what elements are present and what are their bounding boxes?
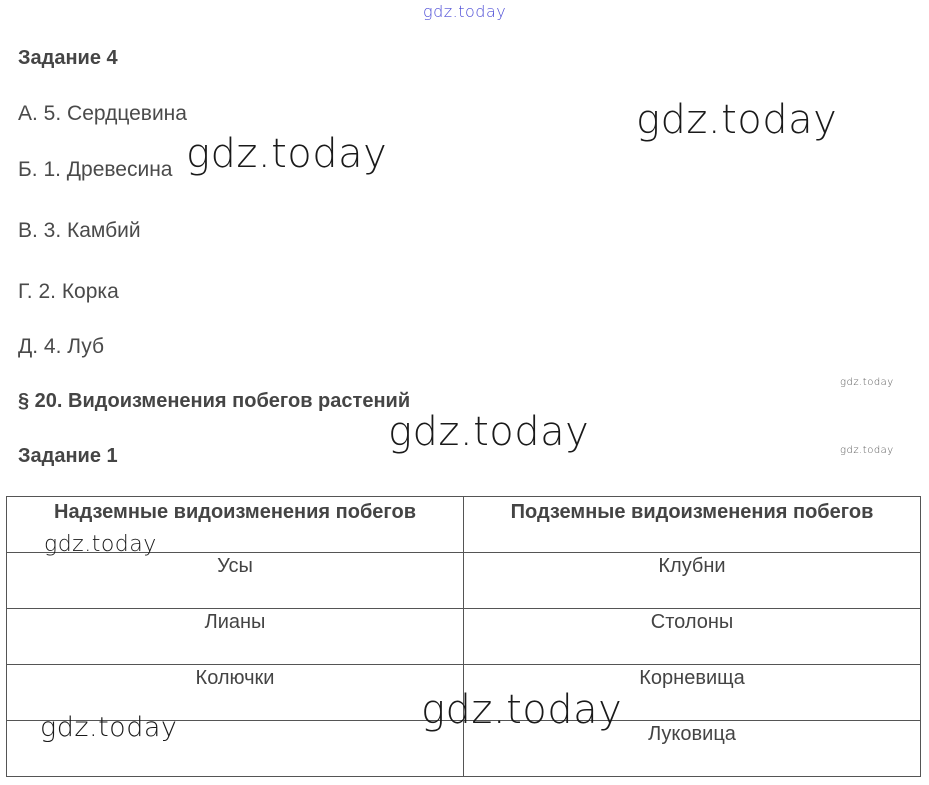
task1-title: Задание 1 [18,445,118,467]
watermark-3: gdz.today [388,409,590,455]
watermark-small-1: gdz.today [840,377,894,388]
table-cell: Клубни [464,553,921,609]
task4-line-g: Г. 2. Корка [18,280,119,303]
header-underground: Подземные видоизменения побегов [464,497,921,553]
table-cell: Луковица [464,721,921,777]
task4-title: Задание 4 [18,47,118,69]
table-cell: Усы [7,553,464,609]
watermark-2: gdz.today [186,131,388,177]
watermark-6: gdz.today [40,712,178,743]
table-cell: Колючки [7,665,464,721]
watermark-small-2: gdz.today [840,445,894,456]
watermark-1: gdz.today [636,97,838,143]
table-row [7,609,921,665]
watermark-4: gdz.today [44,532,157,557]
table-cell: Корневища [464,665,921,721]
table-cell: Лианы [7,609,464,665]
header-aboveground: Надземные видоизменения побегов [7,497,464,553]
task4-line-a: А. 5. Сердцевина [18,102,187,125]
watermark-5: gdz.today [421,687,623,733]
watermark-top: gdz.today [423,2,507,21]
task4-line-b: Б. 1. Древесина [18,158,173,181]
section-title: § 20. Видоизменения побегов растений [18,390,411,412]
table-row [7,553,921,609]
task4-line-d: Д. 4. Луб [18,335,105,358]
task4-line-v: В. 3. Камбий [18,219,141,242]
table-cell: Столоны [464,609,921,665]
